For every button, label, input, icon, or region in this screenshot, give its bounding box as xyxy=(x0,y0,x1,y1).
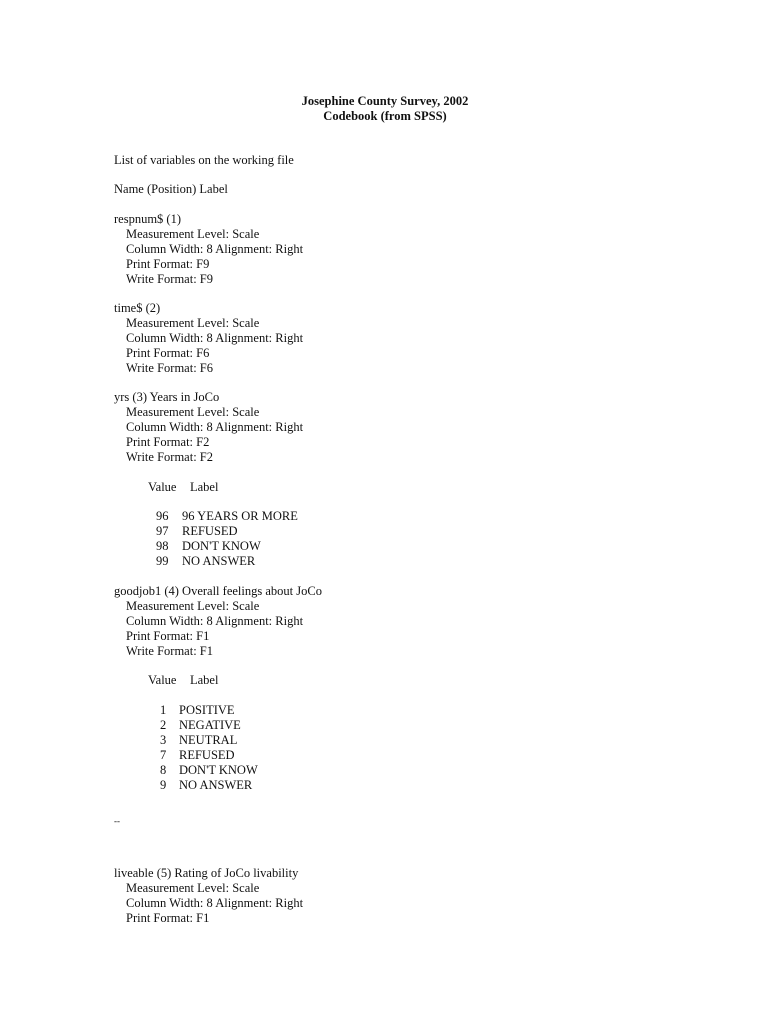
value-code: 8 xyxy=(160,763,167,777)
print-format: Print Format: F6 xyxy=(126,346,210,360)
column-width: Column Width: 8 Alignment: Right xyxy=(126,331,304,345)
value-code: 7 xyxy=(160,748,167,762)
variable-name: respnum$ (1) xyxy=(114,212,181,226)
write-format: Write Format: F2 xyxy=(126,450,213,464)
write-format: Write Format: F1 xyxy=(126,644,213,658)
column-header: Name (Position) Label xyxy=(114,182,228,196)
document-subtitle: Codebook (from SPSS) xyxy=(323,109,447,123)
label-column-header: Label xyxy=(190,673,219,687)
column-width: Column Width: 8 Alignment: Right xyxy=(126,420,304,434)
print-format: Print Format: F2 xyxy=(126,435,210,449)
value-label: DON'T KNOW xyxy=(179,763,258,777)
value-label: NEUTRAL xyxy=(179,733,238,747)
value-label: DON'T KNOW xyxy=(182,539,261,553)
intro-text: List of variables on the working file xyxy=(114,153,294,167)
variable-name: time$ (2) xyxy=(114,301,161,315)
value-label: REFUSED xyxy=(182,524,238,538)
value-label: REFUSED xyxy=(179,748,235,762)
value-label: POSITIVE xyxy=(179,703,235,717)
label-column-header: Label xyxy=(190,480,219,494)
column-width: Column Width: 8 Alignment: Right xyxy=(126,242,304,256)
column-width: Column Width: 8 Alignment: Right xyxy=(126,896,304,910)
write-format: Write Format: F6 xyxy=(126,361,213,375)
measurement-level: Measurement Level: Scale xyxy=(126,316,260,330)
measurement-level: Measurement Level: Scale xyxy=(126,405,260,419)
value-code: 97 xyxy=(156,524,169,538)
value-code: 2 xyxy=(160,718,167,732)
document-title: Josephine County Survey, 2002 xyxy=(301,94,469,108)
measurement-level: Measurement Level: Scale xyxy=(126,599,260,613)
column-width: Column Width: 8 Alignment: Right xyxy=(126,614,304,628)
value-code: 99 xyxy=(156,554,169,568)
write-format: Write Format: F9 xyxy=(126,272,213,286)
value-label: NEGATIVE xyxy=(179,718,241,732)
variable-name: goodjob1 (4) Overall feelings about JoCo xyxy=(114,584,322,598)
value-code: 98 xyxy=(156,539,169,553)
value-label: NO ANSWER xyxy=(179,778,253,792)
measurement-level: Measurement Level: Scale xyxy=(126,227,260,241)
value-label: NO ANSWER xyxy=(182,554,256,568)
print-format: Print Format: F1 xyxy=(126,629,210,643)
value-code: 1 xyxy=(160,703,167,717)
variable-name: liveable (5) Rating of JoCo livability xyxy=(114,866,299,880)
value-code: 9 xyxy=(160,778,167,792)
variable-name: yrs (3) Years in JoCo xyxy=(114,390,220,404)
print-format: Print Format: F9 xyxy=(126,257,210,271)
value-code: 96 xyxy=(156,509,169,523)
value-column-header: Value xyxy=(148,480,177,494)
value-column-header: Value xyxy=(148,673,177,687)
value-code: 3 xyxy=(160,733,167,747)
measurement-level: Measurement Level: Scale xyxy=(126,881,260,895)
print-format: Print Format: F1 xyxy=(126,911,210,925)
section-separator: -- xyxy=(114,816,120,826)
value-label: 96 YEARS OR MORE xyxy=(182,509,298,523)
